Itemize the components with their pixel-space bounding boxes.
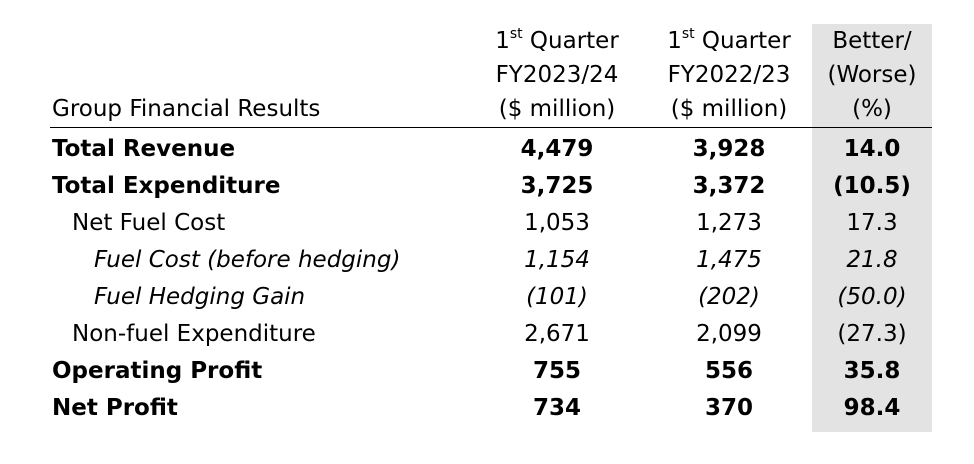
cell-better-worse: (10.5) <box>812 168 932 205</box>
header-q1-fy2022-23 <box>646 24 812 128</box>
header-q1-fy2023-24-line2: FY2023/24 <box>495 62 619 88</box>
table-row-fuel-hedging-gain <box>50 279 932 316</box>
cell-better-worse: 17.3 <box>812 205 932 242</box>
cell-fy2023-24: 734 <box>532 395 581 421</box>
table-row-net-profit <box>50 390 932 432</box>
cell-better-worse: 21.8 <box>812 242 932 279</box>
financial-results-table <box>50 24 932 432</box>
cell-better-worse: 98.4 <box>812 390 932 432</box>
header-q1-fy2023-24-line1: 1st Quarter <box>495 26 619 54</box>
cell-fy2022-23: 1,475 <box>696 247 762 273</box>
cell-better-worse: 35.8 <box>812 353 932 390</box>
table-header-row <box>50 24 932 128</box>
cell-fy2022-23: 3,372 <box>692 173 766 199</box>
cell-fy2023-24: 755 <box>532 358 581 384</box>
cell-fy2023-24: 4,479 <box>520 136 594 162</box>
cell-fy2023-24: (101) <box>526 284 588 310</box>
row-label: Operating Profit <box>52 358 263 384</box>
row-label: Fuel Cost (before hedging) <box>94 247 401 273</box>
header-q1-fy2022-23-line1: 1st Quarter <box>667 26 791 54</box>
header-better-worse-line1: Better/ <box>832 28 912 54</box>
cell-fy2022-23: (202) <box>698 284 760 310</box>
cell-fy2022-23: 556 <box>704 358 753 384</box>
table-row-total-expenditure <box>50 168 932 205</box>
row-label: Fuel Hedging Gain <box>94 284 306 310</box>
row-label: Total Revenue <box>52 136 236 162</box>
row-label: Net Profit <box>52 395 178 421</box>
header-q1-fy2022-23-line3: ($ million) <box>670 96 788 122</box>
cell-fy2023-24: 1,154 <box>524 247 590 273</box>
row-label: Net Fuel Cost <box>72 210 226 236</box>
cell-fy2022-23: 370 <box>704 395 753 421</box>
header-group-financial-results: Group Financial Results <box>50 24 468 128</box>
row-label: Non-fuel Expenditure <box>72 321 316 347</box>
row-label: Total Expenditure <box>52 173 281 199</box>
cell-fy2022-23: 1,273 <box>696 210 762 236</box>
cell-better-worse: (50.0) <box>812 279 932 316</box>
header-better-worse <box>812 24 932 128</box>
table-row-operating-profit <box>50 353 932 390</box>
table-row-net-fuel-cost <box>50 205 932 242</box>
table-row-non-fuel-expenditure <box>50 316 932 353</box>
financial-results-container <box>50 24 932 432</box>
cell-better-worse: (27.3) <box>812 316 932 353</box>
table-row-total-revenue <box>50 128 932 169</box>
header-q1-fy2023-24 <box>468 24 646 128</box>
header-better-worse-line3: (%) <box>852 96 892 122</box>
cell-fy2022-23: 2,099 <box>696 321 762 347</box>
table-row-fuel-cost-before-hedging <box>50 242 932 279</box>
cell-better-worse: 14.0 <box>812 128 932 169</box>
header-better-worse-line2: (Worse) <box>827 62 917 88</box>
cell-fy2022-23: 3,928 <box>692 136 766 162</box>
cell-fy2023-24: 2,671 <box>524 321 590 347</box>
header-q1-fy2022-23-line2: FY2022/23 <box>667 62 791 88</box>
cell-fy2023-24: 1,053 <box>524 210 590 236</box>
cell-fy2023-24: 3,725 <box>520 173 594 199</box>
header-q1-fy2023-24-line3: ($ million) <box>498 96 616 122</box>
